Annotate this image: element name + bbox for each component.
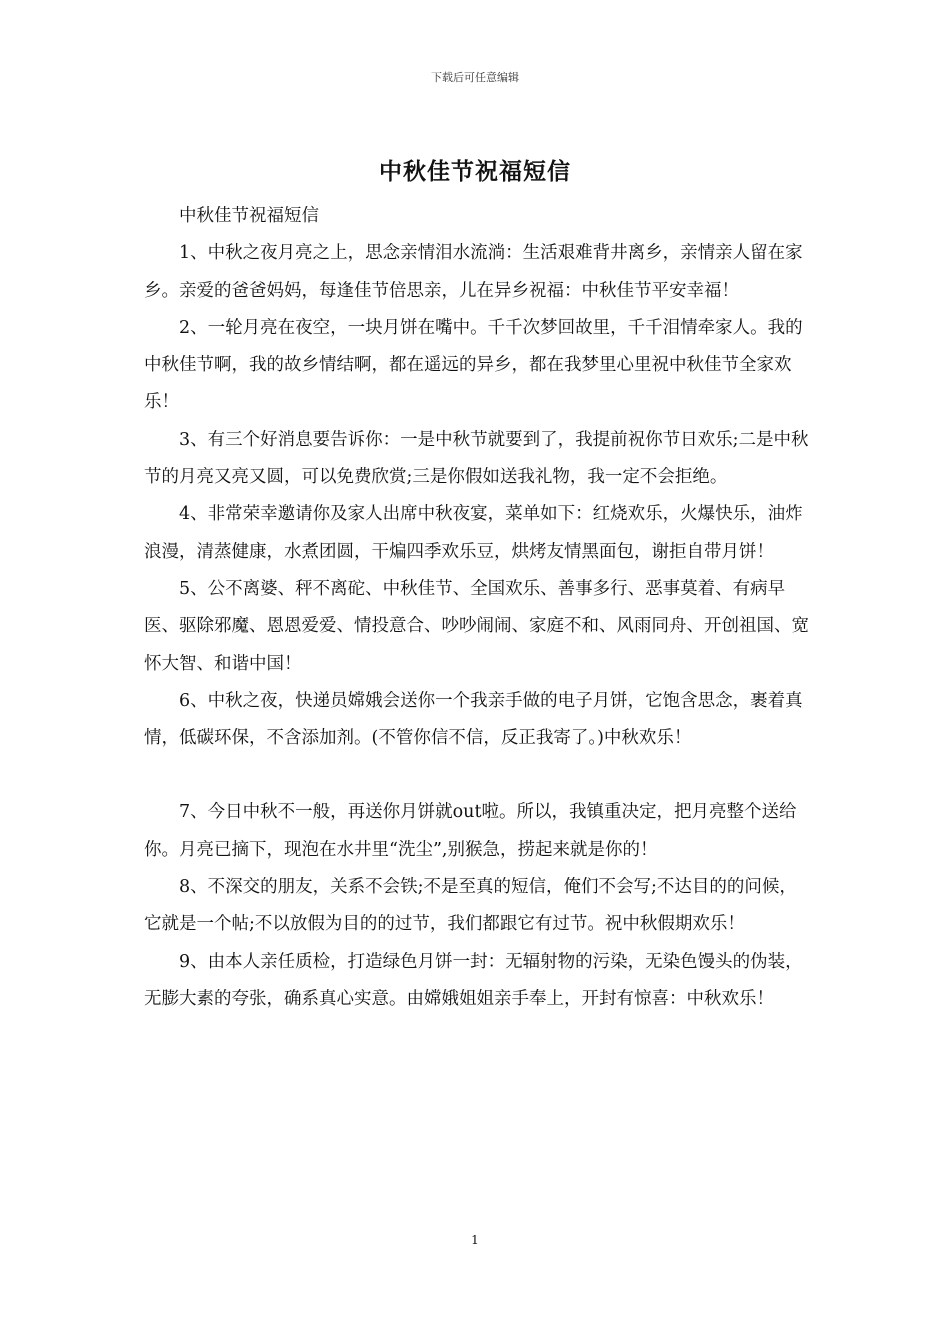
paragraph-8: 8、不深交的朋友，关系不会铁;不是至真的短信，俺们不会写;不达目的的问候，它就是一个帖;不以放假为目的的过节，我们都跟它有过节。祝中秋假期欢乐！ <box>144 877 797 935</box>
document-title: 中秋佳节祝福短信 <box>379 158 571 185</box>
paragraph-2: 2、一轮月亮在夜空，一块月饼在嘴中。千千次梦回故里，千千泪情牵家人。我的中秋佳节啊，我的故乡情结啊，都在遥远的异乡，都在我梦里心里祝中秋佳节全家欢乐！ <box>144 317 803 413</box>
paragraph-5: 5、公不离婆、秤不离砣、中秋佳节、全国欢乐、善事多行、恶事莫着、有病早医、驱除邪魔、恩恩爱爱、情投意合、吵吵闹闹、家庭不和、风雨同舟、开创祖国、宽怀大智、和谐中国！ <box>144 578 809 674</box>
paragraph-6: 6、中秋之夜，快递员嫦娥会送你一个我亲手做的电子月饼，它饱含思念，裹着真情，低碳环保，不含添加剂。(不管你信不信，反正我寄了。)中秋欢乐！ <box>144 690 803 749</box>
paragraph-1: 1、中秋之夜月亮之上，思念亲情泪水流淌：生活艰难背井离乡，亲情亲人留在家乡。亲爱的爸爸妈妈，每逢佳节倍思亲，儿在异乡祝福：中秋佳节平安幸福！ <box>144 243 803 301</box>
paragraph-9: 9、由本人亲任质检，打造绿色月饼一封：无辐射物的污染，无染色馒头的伪装，无膨大素的夸张，确系真心实意。由嫦娥姐姐亲手奉上，开封有惊喜：中秋欢乐！ <box>144 951 803 1009</box>
paragraph-7: 7、今日中秋不一般，再送你月饼就out啦。所以，我镇重决定，把月亮整个送给你。月亮已摘下，现泡在水井里“洗尘”,别猴急，捞起来就是你的！ <box>144 802 797 860</box>
header-note: 下载后可任意编辑 <box>431 71 519 84</box>
document-body <box>144 198 812 1018</box>
paragraph-3: 3、有三个好消息要告诉你：一是中秋节就要到了，我提前祝你节日欢乐;二是中秋节的月亮又亮又圆，可以免费欣赏;三是你假如送我礼物，我一定不会拒绝。 <box>144 429 809 488</box>
paragraph-4: 4、非常荣幸邀请你及家人出席中秋夜宴，菜单如下：红烧欢乐，火爆快乐，油炸浪漫，清蒸健康，水煮团圆，干煸四季欢乐豆，烘烤友情黑面包，谢拒自带月饼！ <box>144 504 803 562</box>
page-number: 1 <box>471 1233 479 1247</box>
subtitle-paragraph: 中秋佳节祝福短信 <box>179 206 319 226</box>
